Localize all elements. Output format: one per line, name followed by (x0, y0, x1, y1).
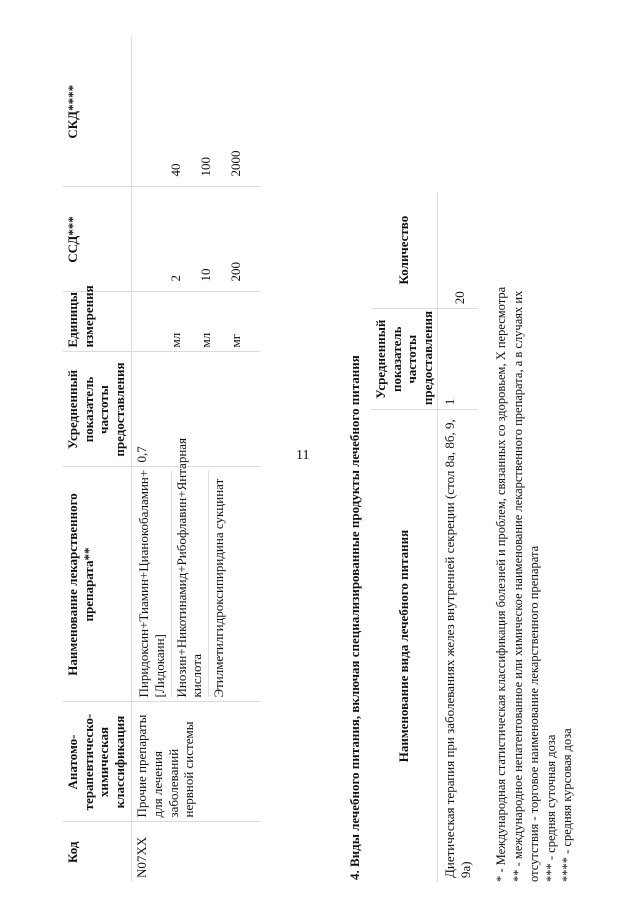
cell-diet-name: Диетическая терапия при заболеваниях желез внутренней секреции (стол 8а, 8б, 9, 9а) (442, 419, 473, 878)
header-code: Код (63, 822, 132, 882)
cell-diet-quantity: 20 (438, 192, 478, 309)
drug-unit: мл (168, 332, 184, 348)
cell-skd (132, 37, 261, 187)
cell-atc: Прочие препараты для лечения заболеваний нервной системы (132, 702, 261, 822)
header-skd: СКД**** (63, 37, 132, 187)
table-row (132, 37, 261, 882)
cell-units (132, 292, 261, 352)
drug-unit: мг (228, 333, 244, 348)
diet-table (371, 192, 478, 882)
drug-table (63, 37, 260, 882)
drug-ssd: 200 (228, 262, 244, 282)
drug-table-header-row (63, 37, 132, 882)
footnote: *** - средняя суточная доза (543, 734, 558, 882)
drug-skd: 40 (168, 163, 184, 177)
header-units: Единицы измерения (63, 292, 132, 352)
cell-frequency: 0,7 (132, 352, 261, 467)
drug-unit: мл (198, 332, 214, 348)
header-diet-name: Наименование вида лечебного питания (396, 529, 412, 763)
header-ssd: ССД*** (63, 187, 132, 292)
table-row (438, 192, 478, 882)
drug-ssd: 2 (168, 275, 184, 282)
header-diet-frequency: Усредненный показатель частоты предоставления (371, 309, 438, 410)
footnote: отсутствия - торговое наименование лекарственного препарата (527, 545, 541, 882)
header-frequency: Усредненный показатель частоты предоставления (63, 352, 132, 467)
drug-name: Инозин+Никотинамид+Рибофлавин+Янтарная кислота (172, 472, 209, 698)
footnote: ** - международное непатентованное или химическое наименование лекарственного препарата, а в случаях их (510, 290, 525, 882)
cell-diet-frequency: 1 (438, 309, 478, 410)
header-atc: Анатомо-терапевтическо-химическая классификация (63, 702, 132, 822)
footnote: **** - средняя курсовая доза (560, 728, 574, 882)
header-drug-name: Наименование лекарственного препарата** (63, 467, 132, 702)
drug-name: Пиридоксин+Тиамин+Цианокобаламин+[Лидокаин] (134, 472, 171, 698)
header-diet-quantity: Количество (371, 192, 438, 309)
cell-code: N07XX (134, 836, 150, 878)
footnotes (493, 32, 576, 882)
page-number: 11 (296, 448, 310, 463)
drug-name: Этилметилгидроксипиридина сукцинат (210, 478, 226, 698)
drug-skd: 2000 (228, 150, 244, 177)
diet-table-header-row (371, 192, 438, 882)
drug-skd: 100 (198, 157, 214, 177)
drug-ssd: 10 (198, 268, 214, 282)
rotated-page-content (35, 27, 595, 882)
footnote: * - Международная статистическая классификация болезней и проблем, связанных со здоровьем, X пересмотра (494, 286, 508, 882)
section-title: 4. Виды лечебного питания, включая специализированные продукты лечебного питания (347, 355, 362, 880)
cell-ssd (132, 187, 261, 292)
